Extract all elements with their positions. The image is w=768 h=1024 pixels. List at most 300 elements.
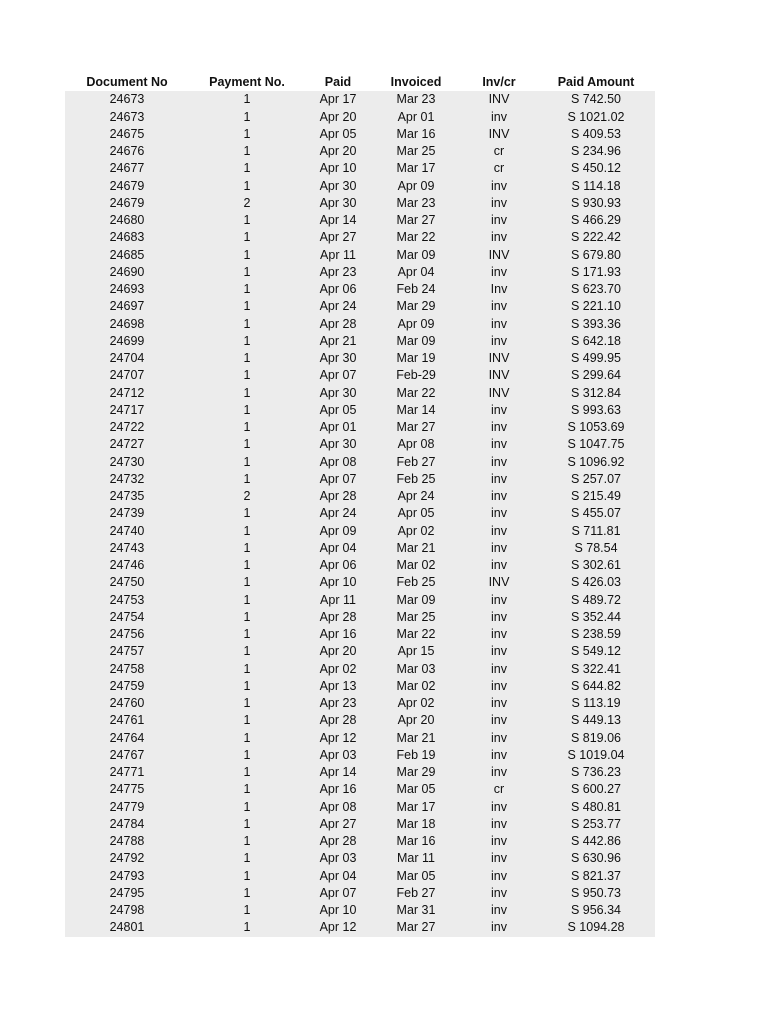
table-row (65, 523, 655, 540)
inv-cr-cell: inv (491, 299, 507, 314)
paid-date-cell: Apr 05 (319, 126, 357, 141)
inv-cr-cell: inv (491, 506, 507, 521)
payment-no-cell: 1 (243, 178, 251, 193)
payment-no-cell: 1 (243, 558, 251, 572)
paid-date-cell: Apr 04 (319, 868, 357, 883)
inv-cr-cell: inv (491, 489, 507, 503)
document-no-cell: 24704 (109, 351, 145, 365)
inv-cr-cell: inv (491, 316, 507, 331)
payment-no-cell: 1 (243, 609, 251, 624)
paid-date-cell: Apr 28 (319, 834, 357, 848)
document-no-cell: 24767 (109, 747, 145, 762)
invoiced-date-cell: Mar 29 (396, 765, 436, 779)
invoiced-date-cell: Mar 23 (396, 92, 436, 107)
paid-date-cell: Apr 03 (319, 851, 357, 866)
invoiced-date-cell: Apr 24 (397, 489, 435, 503)
document-no-cell: 24699 (109, 333, 145, 348)
invoiced-date-cell: Apr 09 (397, 316, 435, 331)
document-no-cell: 24771 (109, 765, 145, 779)
paid-amount-cell: S 352.44 (570, 609, 622, 624)
paid-amount-cell: S 821.37 (570, 868, 622, 883)
payment-no-cell: 1 (243, 903, 251, 917)
paid-amount-cell: S 1096.92 (567, 454, 625, 469)
payment-no-cell: 2 (243, 195, 251, 210)
table-row (65, 212, 655, 229)
table-row (65, 367, 655, 384)
paid-amount-cell: S 742.50 (570, 92, 622, 107)
payment-no-cell: 1 (243, 661, 251, 676)
table-row (65, 747, 655, 764)
paid-date-cell: Apr 28 (319, 713, 357, 728)
paid-amount-cell: S 215.49 (570, 489, 622, 503)
paid-amount-cell: S 489.72 (570, 592, 622, 607)
table-row (65, 850, 655, 867)
invoiced-date-cell: Mar 02 (396, 678, 436, 693)
paid-amount-cell: S 480.81 (570, 799, 622, 814)
payment-no-cell: 1 (243, 437, 251, 452)
paid-amount-cell: S 455.07 (570, 506, 622, 521)
paid-amount-cell: S 711.81 (571, 523, 621, 538)
paid-date-cell: Apr 04 (319, 540, 357, 555)
document-no-cell: 24793 (109, 868, 145, 883)
invoiced-date-cell: Mar 19 (396, 351, 436, 365)
invoiced-date-cell: Mar 11 (397, 851, 435, 866)
table-row (65, 160, 655, 177)
paid-date-cell: Apr 24 (319, 506, 357, 521)
invoiced-date-cell: Feb 25 (396, 575, 436, 590)
inv-cr-cell: inv (491, 609, 507, 624)
document-no-cell: 24759 (109, 678, 145, 693)
inv-cr-cell: inv (491, 747, 507, 762)
invoiced-date-cell: Mar 22 (396, 627, 436, 641)
document-no-cell: 24707 (109, 368, 145, 383)
paid-amount-cell: S 449.13 (570, 713, 622, 728)
payment-no-cell: 1 (243, 230, 251, 245)
document-no-cell: 24739 (109, 506, 145, 521)
table-row (65, 195, 655, 212)
document-no-cell: 24698 (109, 316, 145, 331)
inv-cr-cell: inv (491, 816, 507, 831)
payment-no-cell: 1 (243, 885, 251, 900)
table-row (65, 316, 655, 333)
paid-amount-cell: S 466.29 (570, 213, 622, 227)
table-row (65, 488, 655, 505)
paid-date-cell: Apr 14 (319, 765, 357, 779)
document-no-cell: 24764 (109, 730, 145, 745)
document-no-cell: 24779 (109, 799, 145, 814)
paid-date-cell: Apr 21 (319, 333, 357, 348)
payment-no-cell: 1 (243, 385, 251, 400)
paid-date-cell: Apr 02 (319, 661, 357, 676)
document-no-cell: 24697 (109, 299, 145, 314)
payment-no-cell: 1 (243, 868, 251, 883)
payment-no-cell: 1 (243, 730, 251, 745)
inv-cr-cell: inv (491, 903, 507, 917)
payment-no-cell: 1 (243, 144, 251, 158)
inv-cr-cell: inv (491, 661, 507, 676)
inv-cr-cell: inv (491, 402, 507, 417)
invoiced-date-cell: Mar 29 (396, 299, 436, 314)
paid-amount-cell: S 222.42 (570, 230, 622, 245)
payment-no-cell: 1 (243, 575, 251, 590)
payment-no-cell: 1 (243, 161, 251, 176)
table-row (65, 143, 655, 160)
paid-amount-cell: S 623.70 (570, 282, 622, 296)
paid-date-cell: Apr 05 (319, 402, 357, 417)
invoiced-date-cell: Feb 19 (396, 747, 436, 762)
paid-date-cell: Apr 10 (319, 575, 357, 590)
inv-cr-cell: inv (491, 471, 507, 486)
paid-amount-cell: S 450.12 (570, 161, 622, 176)
paid-date-cell: Apr 06 (319, 558, 357, 572)
table-header (65, 74, 655, 91)
paid-date-cell: Apr 08 (319, 799, 357, 814)
payment-no-cell: 1 (243, 627, 251, 641)
inv-cr-cell: inv (491, 627, 507, 641)
paid-date-cell: Apr 20 (319, 144, 357, 158)
document-no-cell: 24732 (109, 471, 145, 486)
document-no-cell: 24735 (109, 489, 145, 503)
table-row (65, 350, 655, 367)
paid-date-cell: Apr 12 (319, 920, 357, 935)
invoiced-date-cell: Mar 02 (396, 558, 436, 572)
inv-cr-cell: INV (488, 126, 510, 141)
invoiced-date-cell: Apr 01 (397, 109, 435, 124)
table-row (65, 868, 655, 885)
document-no-cell: 24712 (109, 385, 145, 400)
paid-date-cell: Apr 23 (319, 264, 357, 279)
inv-cr-cell: inv (491, 230, 507, 245)
inv-cr-cell: inv (491, 540, 507, 555)
table-row (65, 816, 655, 833)
payment-no-cell: 1 (243, 471, 251, 486)
payment-no-cell: 1 (243, 247, 251, 262)
invoiced-date-cell: Apr 04 (397, 264, 435, 279)
payment-no-cell: 1 (243, 351, 251, 365)
paid-date-cell: Apr 27 (319, 230, 357, 245)
invoiced-date-cell: Mar 21 (396, 730, 436, 745)
paid-date-cell: Apr 01 (319, 420, 357, 434)
inv-cr-cell: Inv (490, 282, 508, 296)
paid-date-cell: Apr 28 (319, 316, 357, 331)
paid-date-cell: Apr 30 (319, 385, 357, 400)
document-no-cell: 24775 (109, 782, 145, 797)
document-no-cell: 24788 (109, 834, 145, 848)
header-inv-cr: Inv/cr (482, 75, 516, 89)
document-no-cell: 24746 (109, 558, 145, 572)
inv-cr-cell: inv (491, 765, 507, 779)
invoiced-date-cell: Apr 20 (397, 713, 435, 728)
paid-amount-cell: S 114.18 (571, 178, 621, 193)
invoiced-date-cell: Mar 31 (396, 903, 436, 917)
paid-amount-cell: S 253.77 (570, 816, 622, 831)
paid-amount-cell: S 171.93 (570, 264, 622, 279)
document-no-cell: 24756 (109, 627, 145, 641)
header-document-no: Document No (86, 75, 168, 89)
document-no-cell: 24758 (109, 661, 145, 676)
payment-no-cell: 1 (243, 454, 251, 469)
table-row (65, 126, 655, 143)
payment-no-cell: 1 (243, 592, 251, 607)
document-no-cell: 24727 (109, 437, 145, 452)
document-no-cell: 24795 (109, 885, 145, 900)
inv-cr-cell: inv (491, 834, 507, 848)
payment-no-cell: 1 (243, 747, 251, 762)
document-no-cell: 24801 (109, 920, 145, 935)
document-no-cell: 24754 (109, 609, 145, 624)
inv-cr-cell: inv (491, 644, 507, 659)
paid-amount-cell: S 302.61 (570, 558, 622, 572)
invoiced-date-cell: Mar 09 (396, 592, 436, 607)
inv-cr-cell: inv (491, 109, 507, 124)
paid-amount-cell: S 113.19 (571, 696, 621, 710)
table-row (65, 247, 655, 264)
inv-cr-cell: inv (491, 851, 507, 866)
inv-cr-cell: inv (491, 195, 507, 210)
document-no-cell: 24690 (109, 264, 145, 279)
invoiced-date-cell: Mar 05 (396, 868, 436, 883)
header-paid: Paid (324, 75, 352, 89)
document-no-cell: 24673 (109, 109, 145, 124)
paid-amount-cell: S 956.34 (570, 903, 622, 917)
invoiced-date-cell: Apr 09 (397, 178, 435, 193)
paid-date-cell: Apr 27 (319, 816, 357, 831)
paid-amount-cell: S 221.10 (570, 299, 622, 314)
payment-no-cell: 1 (243, 644, 251, 659)
invoiced-date-cell: Feb-29 (396, 368, 436, 383)
paid-amount-cell: S 442.86 (570, 834, 622, 848)
paid-amount-cell: S 644.82 (570, 678, 622, 693)
invoiced-date-cell: Mar 16 (396, 834, 436, 848)
invoiced-date-cell: Feb 25 (396, 471, 436, 486)
table-row (65, 333, 655, 350)
document-no-cell: 24730 (109, 454, 145, 469)
payment-no-cell: 1 (243, 333, 251, 348)
table-row (65, 833, 655, 850)
paid-amount-cell: S 299.64 (570, 368, 622, 383)
table-row (65, 540, 655, 557)
paid-date-cell: Apr 09 (319, 523, 357, 538)
table-row (65, 454, 655, 471)
paid-amount-cell: S 1094.28 (567, 920, 625, 935)
table-row (65, 609, 655, 626)
paid-date-cell: Apr 10 (319, 161, 357, 176)
invoiced-date-cell: Mar 21 (396, 540, 436, 555)
table-row (65, 557, 655, 574)
table-row (65, 730, 655, 747)
table-row (65, 902, 655, 919)
payment-no-cell: 1 (243, 799, 251, 814)
payment-no-cell: 1 (243, 834, 251, 848)
paid-amount-cell: S 409.53 (570, 126, 622, 141)
table-row (65, 505, 655, 522)
document-no-cell: 24740 (109, 523, 145, 538)
paid-date-cell: Apr 30 (319, 195, 357, 210)
payment-no-cell: 1 (243, 402, 251, 417)
paid-date-cell: Apr 12 (319, 730, 357, 745)
inv-cr-cell: cr (493, 161, 505, 176)
inv-cr-cell: inv (491, 678, 507, 693)
table-row (65, 712, 655, 729)
paid-amount-cell: S 993.63 (570, 402, 622, 417)
table-row (65, 385, 655, 402)
paid-amount-cell: S 736.23 (570, 765, 622, 779)
table-row (65, 781, 655, 798)
paid-date-cell: Apr 07 (319, 885, 357, 900)
paid-amount-cell: S 950.73 (570, 885, 622, 900)
inv-cr-cell: inv (491, 713, 507, 728)
invoiced-date-cell: Mar 27 (396, 420, 436, 434)
payment-no-cell: 1 (243, 126, 251, 141)
document-no-cell: 24743 (109, 540, 145, 555)
payment-no-cell: 1 (243, 713, 251, 728)
paid-date-cell: Apr 11 (320, 592, 356, 607)
invoiced-date-cell: Mar 09 (396, 333, 436, 348)
inv-cr-cell: inv (491, 592, 507, 607)
table-row (65, 643, 655, 660)
table-row (65, 471, 655, 488)
payment-no-cell: 1 (243, 368, 251, 383)
payment-no-cell: 2 (243, 489, 251, 503)
table-body (65, 91, 655, 936)
inv-cr-cell: inv (491, 420, 507, 434)
header-paid-amount: Paid Amount (557, 75, 635, 89)
invoiced-date-cell: Mar 27 (396, 213, 436, 227)
paid-date-cell: Apr 14 (319, 213, 357, 227)
paid-date-cell: Apr 13 (319, 678, 357, 693)
paid-amount-cell: S 600.27 (570, 782, 622, 797)
payment-no-cell: 1 (243, 678, 251, 693)
paid-date-cell: Apr 24 (319, 299, 357, 314)
inv-cr-cell: inv (491, 454, 507, 469)
payment-no-cell: 1 (243, 920, 251, 935)
document-no-cell: 24693 (109, 282, 145, 296)
inv-cr-cell: inv (491, 730, 507, 745)
invoiced-date-cell: Mar 09 (396, 247, 436, 262)
payment-no-cell: 1 (243, 420, 251, 434)
table-row (65, 419, 655, 436)
paid-date-cell: Apr 20 (319, 644, 357, 659)
paid-amount-cell: S 312.84 (570, 385, 622, 400)
paid-amount-cell: S 499.95 (570, 351, 622, 365)
paid-amount-cell: S 238.59 (570, 627, 622, 641)
table-row (65, 799, 655, 816)
document-no-cell: 24673 (109, 92, 145, 107)
paid-amount-cell: S 1053.69 (567, 420, 625, 434)
invoiced-date-cell: Mar 14 (396, 402, 436, 417)
inv-cr-cell: cr (493, 144, 505, 158)
payment-no-cell: 1 (243, 109, 251, 124)
inv-cr-cell: inv (491, 523, 507, 538)
table-row (65, 661, 655, 678)
document-no-cell: 24677 (109, 161, 145, 176)
inv-cr-cell: inv (491, 868, 507, 883)
paid-date-cell: Apr 11 (320, 247, 356, 262)
inv-cr-cell: inv (491, 264, 507, 279)
payment-no-cell: 1 (243, 816, 251, 831)
invoiced-date-cell: Mar 27 (396, 920, 436, 935)
invoiced-date-cell: Feb 24 (396, 282, 436, 296)
invoiced-date-cell: Mar 05 (396, 782, 436, 797)
paid-date-cell: Apr 16 (319, 627, 357, 641)
payment-no-cell: 1 (243, 299, 251, 314)
document-no-cell: 24679 (109, 195, 145, 210)
payment-no-cell: 1 (243, 540, 251, 555)
paid-date-cell: Apr 16 (319, 782, 357, 797)
paid-amount-cell: S 642.18 (570, 333, 622, 348)
paid-date-cell: Apr 07 (319, 471, 357, 486)
payment-no-cell: 1 (243, 851, 251, 866)
document-no-cell: 24676 (109, 144, 145, 158)
paid-date-cell: Apr 23 (319, 696, 357, 710)
table-row (65, 402, 655, 419)
inv-cr-cell: inv (491, 920, 507, 935)
payments-table (65, 74, 655, 937)
invoiced-date-cell: Mar 17 (396, 161, 436, 176)
document-no-cell: 24753 (109, 592, 145, 607)
paid-amount-cell: S 630.96 (570, 851, 622, 866)
invoiced-date-cell: Mar 23 (396, 195, 436, 210)
paid-date-cell: Apr 07 (319, 368, 357, 383)
inv-cr-cell: INV (488, 368, 510, 383)
invoiced-date-cell: Mar 22 (396, 385, 436, 400)
paid-date-cell: Apr 10 (319, 903, 357, 917)
paid-date-cell: Apr 28 (319, 609, 357, 624)
inv-cr-cell: inv (491, 799, 507, 814)
inv-cr-cell: inv (491, 178, 507, 193)
inv-cr-cell: inv (491, 437, 507, 452)
invoiced-date-cell: Mar 25 (396, 144, 436, 158)
paid-amount-cell: S 78.54 (574, 540, 618, 555)
invoiced-date-cell: Apr 15 (397, 644, 435, 659)
document-no-cell: 24760 (109, 696, 145, 710)
paid-amount-cell: S 1047.75 (567, 437, 625, 452)
invoiced-date-cell: Mar 16 (396, 126, 436, 141)
payment-no-cell: 1 (243, 696, 251, 710)
document-no-cell: 24792 (109, 851, 145, 866)
payment-no-cell: 1 (243, 282, 251, 296)
inv-cr-cell: inv (491, 213, 507, 227)
paid-amount-cell: S 322.41 (570, 661, 622, 676)
paid-amount-cell: S 426.03 (570, 575, 622, 590)
payment-no-cell: 1 (243, 765, 251, 779)
paid-date-cell: Apr 28 (319, 489, 357, 503)
table-row (65, 592, 655, 609)
paid-date-cell: Apr 17 (319, 92, 357, 107)
payment-no-cell: 1 (243, 92, 251, 107)
paid-date-cell: Apr 06 (319, 282, 357, 296)
document-no-cell: 24798 (109, 903, 145, 917)
paid-date-cell: Apr 30 (319, 178, 357, 193)
document-no-cell: 24757 (109, 644, 145, 659)
invoiced-date-cell: Feb 27 (396, 885, 436, 900)
paid-amount-cell: S 1021.02 (567, 109, 625, 124)
invoiced-date-cell: Apr 08 (397, 437, 435, 452)
payment-no-cell: 1 (243, 316, 251, 331)
paid-date-cell: Apr 30 (319, 437, 357, 452)
document-no-cell: 24680 (109, 213, 145, 227)
invoiced-date-cell: Mar 17 (396, 799, 436, 814)
inv-cr-cell: inv (491, 696, 507, 710)
inv-cr-cell: inv (491, 558, 507, 572)
table-row (65, 695, 655, 712)
invoiced-date-cell: Mar 03 (396, 661, 436, 676)
invoiced-date-cell: Mar 22 (396, 230, 436, 245)
document-no-cell: 24683 (109, 230, 145, 245)
table-row (65, 298, 655, 315)
payment-no-cell: 1 (243, 264, 251, 279)
payment-no-cell: 1 (243, 782, 251, 797)
